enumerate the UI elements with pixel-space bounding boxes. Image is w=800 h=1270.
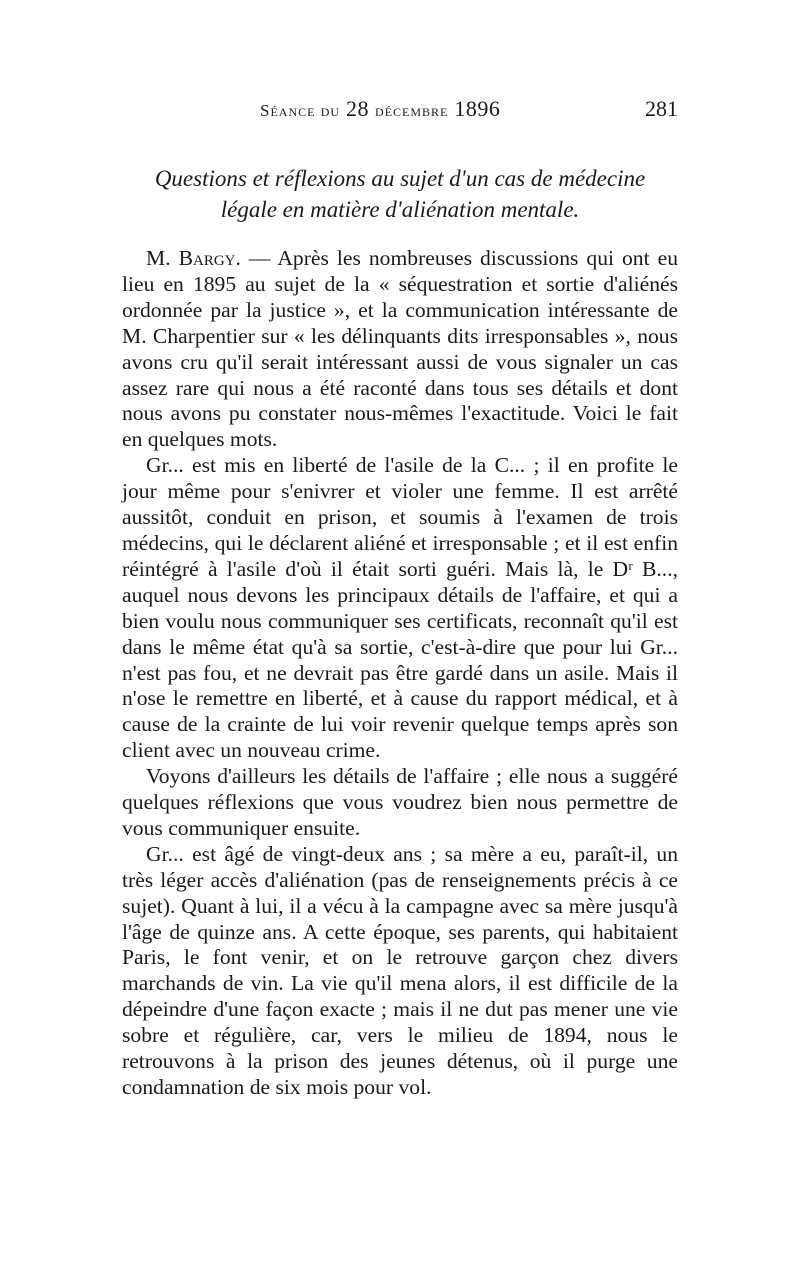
speaker-name: M. Bargy. xyxy=(146,246,241,270)
running-head xyxy=(122,96,678,126)
running-head-year: 1896 xyxy=(454,96,501,121)
running-head-prefix: Séance du xyxy=(260,101,341,120)
paragraph-4: Gr... est âgé de vingt-deux ans ; sa mère a eu, paraît-il, un très léger accès d'aliénation (pas de renseignements précis à ce sujet). Quant à lui, il a vécu à la campagne avec sa mère jusqu'à l'âge de quinze ans. A cette époque, ses parents, qui habitaient Paris, le font venir, et on le retrouve garçon chez divers marchands de vin. La vie qu'il mena alors, il est difficile de la dépeindre d'une façon exacte ; mais il ne dut pas mener une vie sobre et régulière, car, vers le milieu de 1894, nous le retrouvons à la prison des jeunes détenus, où il purge une condamnation de six mois pour vol. xyxy=(122,841,678,1099)
paragraph-3: Voyons d'ailleurs les détails de l'affaire ; elle nous a suggéré quelques réflexions que vous voudrez bien nous permettre de vous communiquer ensuite. xyxy=(122,764,678,840)
section-title xyxy=(122,163,678,225)
running-head-title xyxy=(260,96,500,122)
running-head-day: 28 xyxy=(346,96,370,121)
page-number: 281 xyxy=(645,96,678,121)
section-title-line-2: légale en matière d'aliénation mentale. xyxy=(220,197,580,222)
paragraph-1 xyxy=(122,246,678,453)
section-title-line-1: Questions et réflexions au sujet d'un cas de médecine xyxy=(154,166,646,191)
running-head-month: décembre xyxy=(375,101,449,120)
paragraph-1-text: — Après les nombreuses discussions qui ont eu lieu en 1895 au sujet de la « séquestration et sortie d'aliénés ordonnée par la justice », et la communication intéressante de M. Charpentier sur « les délinquants dits irresponsables », nous avons cru qu'il serait intéressant aussi de vous signaler un cas assez rare qui nous a été raconté dans tous ses détails et dont nous avons pu constater nous-mêmes l'exactitude. Voici le fait en quelques mots. xyxy=(122,246,678,452)
paragraph-2: Gr... est mis en liberté de l'asile de la C... ; il en profite le jour même pour s'enivrer et violer une femme. Il est arrêté aussitôt, conduit en prison, et soumis à l'examen de trois médecins, qui le déclarent aliéné et irresponsable ; et il est enfin réintégré à l'asile d'où il était sorti guéri. Mais là, le Dʳ B..., auquel nous devons les principaux détails de l'affaire, et qui a bien voulu nous communiquer ses certificats, reconnaît qu'il est dans le même état qu'à sa sortie, c'est-à-dire que pour lui Gr... n'est pas fou, et ne devrait pas être gardé dans un asile. Mais il n'ose le remettre en liberté, et à cause du rapport médical, et à cause de la crainte de lui voir revenir quelque temps après son client avec un nouveau crime. xyxy=(122,453,678,763)
body-text xyxy=(122,246,678,1101)
